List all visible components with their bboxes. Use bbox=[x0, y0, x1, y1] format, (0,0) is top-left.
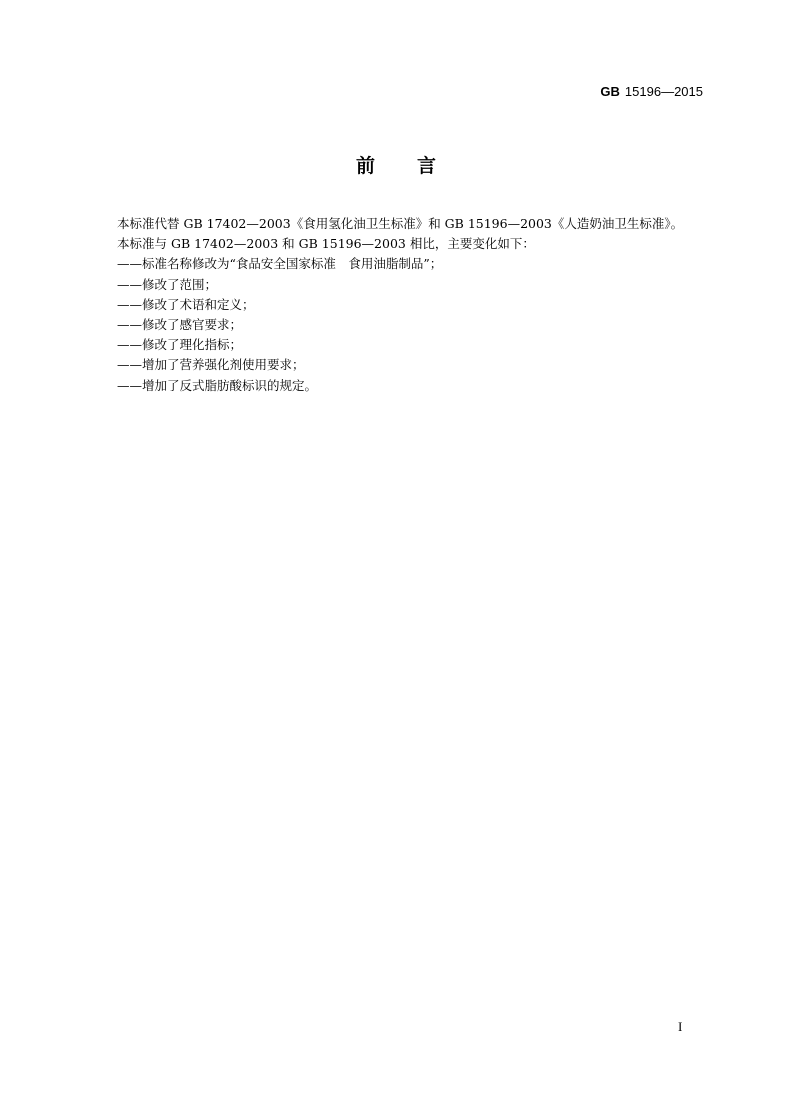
change-item: ——增加了营养强化剂使用要求； bbox=[117, 357, 305, 373]
page-title: 前言 bbox=[355, 155, 478, 177]
standard-prefix: GB bbox=[600, 84, 620, 99]
change-item: ——修改了术语和定义； bbox=[117, 296, 255, 312]
change-item: ——修改了理化指标； bbox=[117, 337, 243, 353]
change-item: ——增加了反式脂肪酸标识的规定。 bbox=[117, 377, 318, 393]
change-item: ——修改了感官要求； bbox=[117, 317, 243, 333]
change-item: ——修改了范围； bbox=[117, 276, 218, 292]
change-item: ——标准名称修改为“食品安全国家标准 食用油脂制品”； bbox=[117, 256, 443, 272]
preface-body bbox=[117, 214, 707, 396]
page-number: I bbox=[678, 1019, 683, 1034]
standard-code bbox=[600, 84, 703, 99]
paragraph-changes-intro: 本标准与 GB 17402—2003 和 GB 15196—2003 相比，主要变化如下： bbox=[117, 236, 535, 252]
paragraph-replaces: 本标准代替 GB 17402—2003《食用氢化油卫生标准》和 GB 15196—2003《人造奶油卫生标准》。 bbox=[117, 216, 684, 231]
standard-number: 15196—2015 bbox=[624, 84, 703, 99]
